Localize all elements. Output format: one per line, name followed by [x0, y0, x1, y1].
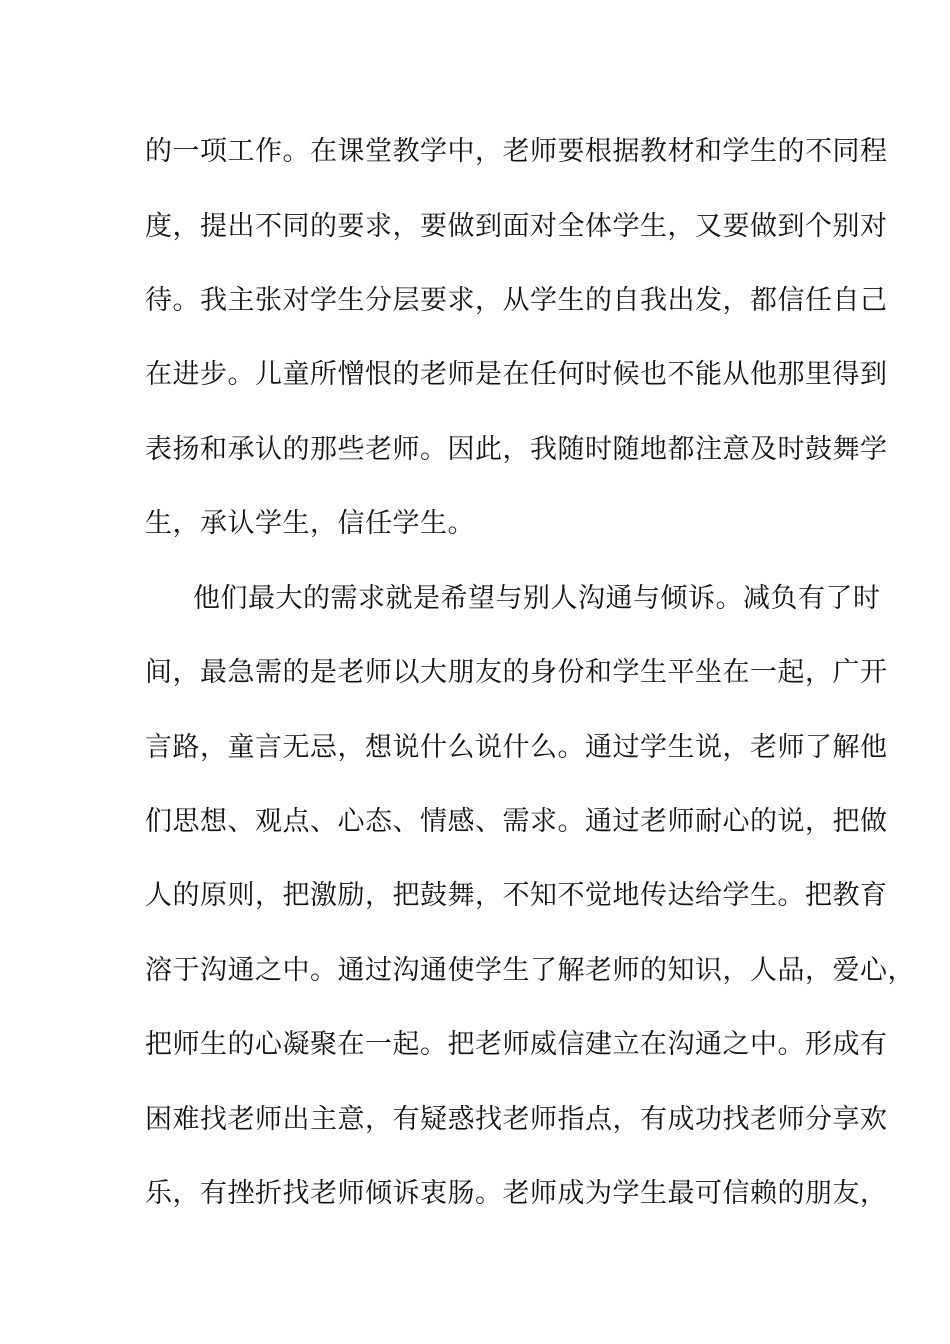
paragraph-2-line-2: 间，最急需的是老师以大朋友的身份和学生平坐在一起，广开 [145, 657, 888, 688]
paragraph-2-line-4: 们思想、观点、心态、情感、需求。通过老师耐心的说，把做 [145, 806, 888, 837]
paragraph-1-line-2: 度，提出不同的要求，要做到面对全体学生，又要做到个别对 [145, 211, 888, 242]
paragraph-1-line-5: 表扬和承认的那些老师。因此，我随时随地都注意及时鼓舞学 [145, 434, 888, 465]
paragraph-2-line-6: 溶于沟通之中。通过沟通使学生了解老师的知识，人品，爱心， [145, 955, 915, 986]
paragraph-2-line-7: 把师生的心凝聚在一起。把老师威信建立在沟通之中。形成有 [145, 1029, 888, 1060]
paragraph-2-line-3: 言路，童言无忌，想说什么说什么。通过学生说，老师了解他 [145, 732, 888, 763]
paragraph-1-line-6: 生，承认学生，信任学生。 [145, 508, 475, 539]
paragraph-1-line-1: 的一项工作。在课堂教学中，老师要根据教材和学生的不同程 [145, 136, 888, 167]
paragraph-1-line-4: 在进步。儿童所憎恨的老师是在任何时候也不能从他那里得到 [145, 359, 888, 390]
paragraph-1-line-3: 待。我主张对学生分层要求，从学生的自我出发，都信任自己 [145, 285, 888, 316]
paragraph-2-line-1: 他们最大的需求就是希望与别人沟通与倾诉。减负有了时 [193, 583, 881, 614]
paragraph-2-line-9: 乐，有挫折找老师倾诉衷肠。老师成为学生最可信赖的朋友， [145, 1178, 888, 1209]
paragraph-2-line-8: 困难找老师出主意，有疑惑找老师指点，有成功找老师分享欢 [145, 1104, 888, 1135]
paragraph-2-line-5: 人的原则，把激励，把鼓舞，不知不觉地传达给学生。把教育 [145, 880, 888, 911]
